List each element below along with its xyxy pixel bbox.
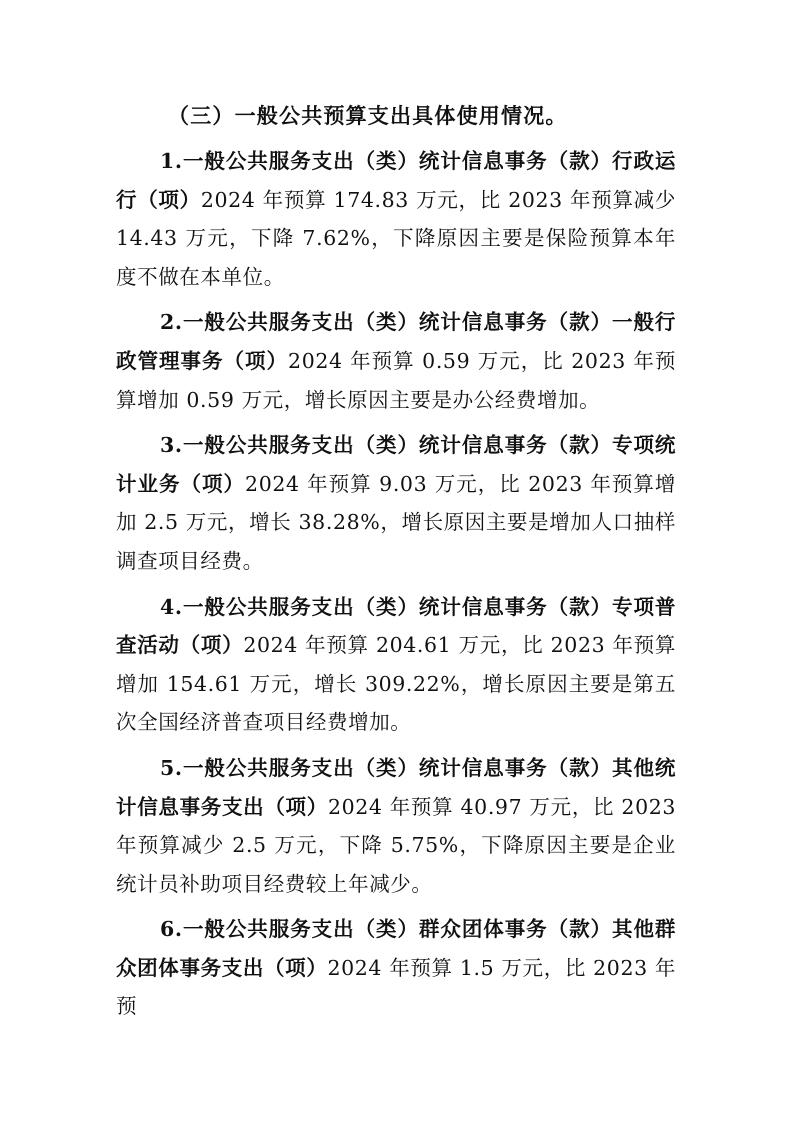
paragraph-item-6 [116,910,676,1026]
paragraph-lead: 2.一般公共服务支出（类）统计信息事务（款）一般行政管理事务（项） [116,310,676,373]
paragraph-text: 2024 年预算 40.97 万元，比 2023 年预算减少 2.5 万元，下降 5.75%，下降原因主要是企业统计员补助项目经费较上年减少。 [116,794,676,896]
paragraph-text: 2024 年预算 1.5 万元，比 2023 年预 [116,955,676,1019]
paragraph-text: 2024 年预算 204.61 万元，比 2023 年预算增加 154.61 万元，增长 309.22%，增长原因主要是第五次全国经济普查项目经费增加。 [116,633,676,735]
paragraph-lead: 1.一般公共服务支出（类）统计信息事务（款）行政运行（项） [116,149,676,212]
document-body [116,142,676,1033]
paragraph-item-1 [116,142,676,296]
paragraph-lead: 6.一般公共服务支出（类）群众团体事务（款）其他群众团体事务支出（项） [116,917,676,980]
paragraph-lead: 5.一般公共服务支出（类）统计信息事务（款）其他统计信息事务支出（项） [116,755,676,819]
paragraph-text: 2024 年预算 0.59 万元，比 2023 年预算增加 0.59 万元，增长原因主要是办公经费增加。 [116,348,676,412]
paragraph-item-3 [116,426,676,580]
paragraph-text: 2024 年预算 174.83 万元，比 2023 年预算减少 14.43 万元，下降 7.62%，下降原因主要是保险预算本年度不做在本单位。 [116,187,676,289]
paragraph-item-4 [116,588,676,742]
paragraph-lead: 3.一般公共服务支出（类）统计信息事务（款）专项统计业务（项） [116,433,676,496]
paragraph-item-5 [116,749,676,903]
paragraph-lead: 4.一般公共服务支出（类）统计信息事务（款）专项普查活动（项） [116,594,676,658]
paragraph-text: 2024 年预算 9.03 万元，比 2023 年预算增加 2.5 万元，增长 38.28%，增长原因主要是增加人口抽样调查项目经费。 [116,471,676,573]
section-heading: （三）一般公共预算支出具体使用情况。 [168,103,568,128]
paragraph-item-2 [116,303,676,419]
